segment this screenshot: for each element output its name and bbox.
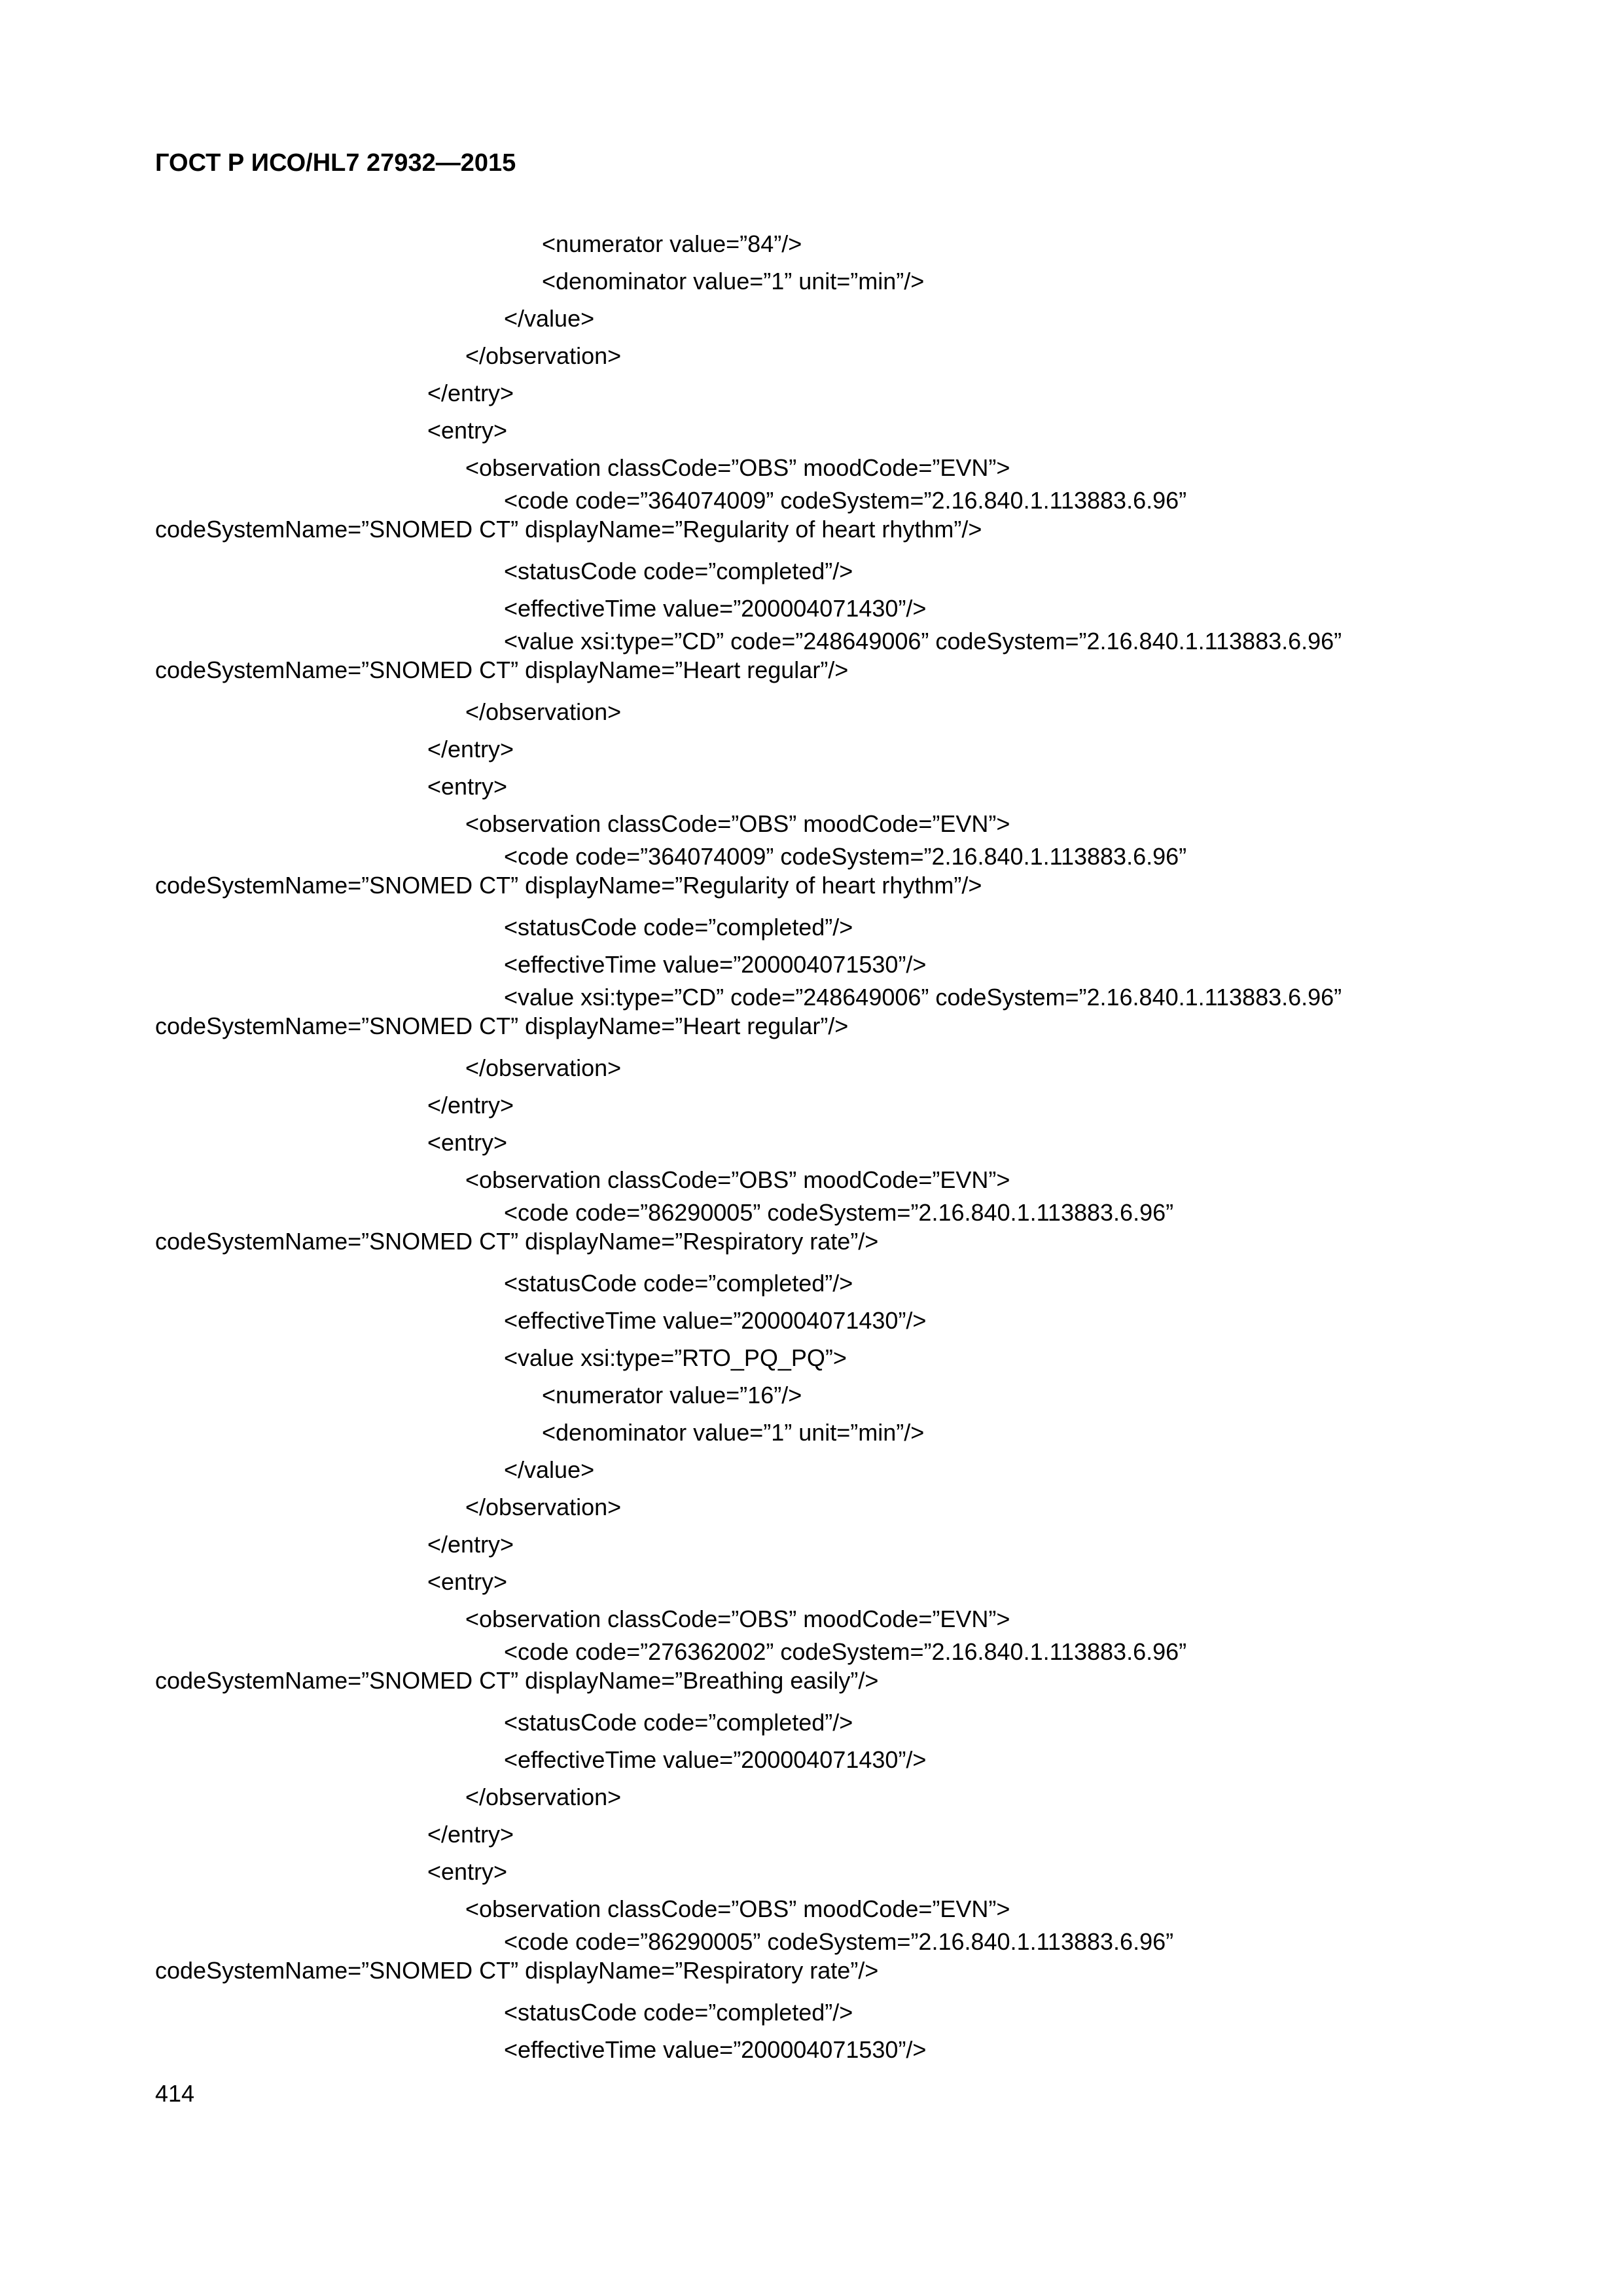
code-line: <denominator value=”1” unit=”min”/> [542, 1419, 925, 1446]
code-line: <value xsi:type=”RTO_PQ_PQ”> [504, 1344, 847, 1371]
code-line: <effectiveTime value=”200004071530”/> [504, 2036, 927, 2063]
code-line: </value> [504, 305, 595, 332]
code-line: <statusCode code=”completed”/> [504, 1709, 853, 1736]
code-line: <code code=”86290005” codeSystem=”2.16.840.1.113883.6.96” [504, 1928, 1174, 1955]
code-line: <value xsi:type=”CD” code=”248649006” codeSystem=”2.16.840.1.113883.6.96” [504, 628, 1342, 655]
code-line: </observation> [465, 1784, 622, 1810]
code-line: <numerator value=”84”/> [542, 230, 802, 257]
code-line: </observation> [465, 1054, 622, 1081]
code-line: codeSystemName=”SNOMED CT” displayName=”Breathing easily”/> [155, 1667, 879, 1694]
code-line: </entry> [427, 1821, 514, 1848]
code-line: codeSystemName=”SNOMED CT” displayName=”Regularity of heart rhythm”/> [155, 516, 982, 543]
code-line: codeSystemName=”SNOMED CT” displayName=”Respiratory rate”/> [155, 1957, 879, 1984]
code-line: <observation classCode=”OBS” moodCode=”EVN”> [465, 1605, 1010, 1632]
code-line: <observation classCode=”OBS” moodCode=”EVN”> [465, 454, 1010, 481]
code-line: <numerator value=”16”/> [542, 1382, 802, 1408]
code-line: </value> [504, 1456, 595, 1483]
code-line: codeSystemName=”SNOMED CT” displayName=”Respiratory rate”/> [155, 1228, 879, 1255]
code-line: <observation classCode=”OBS” moodCode=”EVN”> [465, 810, 1010, 837]
code-line: <code code=”276362002” codeSystem=”2.16.840.1.113883.6.96” [504, 1638, 1187, 1665]
code-line: <effectiveTime value=”200004071430”/> [504, 1307, 927, 1334]
code-line: <entry> [427, 417, 508, 444]
code-line: </observation> [465, 342, 622, 369]
code-line: <entry> [427, 1129, 508, 1156]
code-line: codeSystemName=”SNOMED CT” displayName=”Heart regular”/> [155, 1013, 849, 1039]
code-line: codeSystemName=”SNOMED CT” displayName=”Heart regular”/> [155, 656, 849, 683]
code-line: <observation classCode=”OBS” moodCode=”EVN”> [465, 1895, 1010, 1922]
code-line: <statusCode code=”completed”/> [504, 558, 853, 584]
code-line: </observation> [465, 698, 622, 725]
code-line: <entry> [427, 773, 508, 800]
code-line: <observation classCode=”OBS” moodCode=”EVN”> [465, 1166, 1010, 1193]
code-line: </entry> [427, 1092, 514, 1119]
code-line: <denominator value=”1” unit=”min”/> [542, 268, 925, 295]
code-line: <entry> [427, 1568, 508, 1595]
code-line: </entry> [427, 380, 514, 406]
code-line: <statusCode code=”completed”/> [504, 914, 853, 941]
code-line: <code code=”364074009” codeSystem=”2.16.840.1.113883.6.96” [504, 487, 1187, 514]
xml-code-listing [155, 225, 1490, 2068]
code-line: <entry> [427, 1858, 508, 1885]
code-line: <statusCode code=”completed”/> [504, 1270, 853, 1297]
code-line: </entry> [427, 1531, 514, 1558]
code-line: </observation> [465, 1494, 622, 1520]
code-line: </entry> [427, 736, 514, 762]
page-number: 414 [155, 2080, 195, 2107]
document-header: ГОСТ Р ИСО/HL7 27932—2015 [155, 149, 516, 177]
code-line: <statusCode code=”completed”/> [504, 1999, 853, 2026]
code-line: <code code=”86290005” codeSystem=”2.16.840.1.113883.6.96” [504, 1199, 1174, 1226]
code-line: <effectiveTime value=”200004071430”/> [504, 595, 927, 622]
code-line: <code code=”364074009” codeSystem=”2.16.840.1.113883.6.96” [504, 843, 1187, 870]
code-line: <effectiveTime value=”200004071530”/> [504, 951, 927, 978]
code-line: <value xsi:type=”CD” code=”248649006” codeSystem=”2.16.840.1.113883.6.96” [504, 984, 1342, 1011]
code-line: <effectiveTime value=”200004071430”/> [504, 1746, 927, 1773]
code-line: codeSystemName=”SNOMED CT” displayName=”Regularity of heart rhythm”/> [155, 872, 982, 899]
